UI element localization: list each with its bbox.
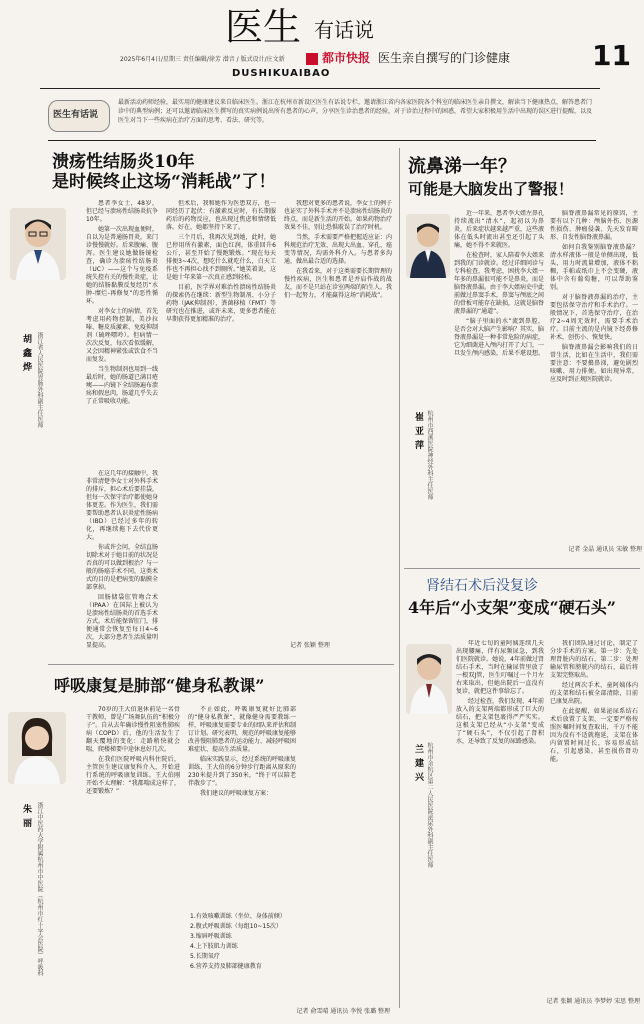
article2-col1 [454, 210, 544, 540]
article4-top-rule [48, 664, 394, 665]
doctor-title-zhu: 浙江中医药大学附属杭州市中医院（杭州市红十字会医院）呼吸科 [36, 802, 43, 976]
paper-logo [306, 51, 511, 67]
doctor-title-hu: 浙江省人民医院胃肠外科副主任医师 [36, 332, 43, 428]
article4-col1-p1: 70岁的王大伯退休前是一名骨干教师，曾是广场舞队伍的“积极分子”。自从去年确诊慢性阻塞性肺疾病（COPD）后，他的生活发生了翻天覆地的变化：走路稍快就会喘，爬楼梯要中途休息好几次。 [86, 706, 180, 753]
article2-col2-p4: 脑脊液鼻漏会影响我们的日常生活，比如在生活中，我们需要注意：不要擤鼻涕，避免剧烈咳嗽、用力排便。如出现异常，应及时到正规医院就诊。 [550, 344, 638, 383]
article1-col4-p2: 当然，手术需要严格把握适应证：内科规范治疗无效、出现大出血、穿孔、癌变等情况，均需外科介入。与患者多沟通，做出最合适的选择。 [284, 234, 392, 265]
article1-col3-p2: 三个月后，我再次见到她，此时，她已停用所有激素，面色红润，体重回升6公斤，甚至开始了慢跑锻炼。“现在每天排便3~4次，想吃什么就吃什么，白天工作也不再担心找不到厕所。”她笑着说，这是她十年来第一次真正感到轻松。 [166, 234, 276, 281]
article4-byline: 记者 俞雪晴 通讯员 李悦 张璐 整理 [296, 1008, 390, 1015]
intro-badge [48, 100, 110, 132]
article2-title-line2: 可能是大脑发出了警报！ [408, 180, 574, 198]
article1-col2-p1: 在这几年的接触中，我非常清楚李女士对外科手术的排斥，担心术后要挂袋，但每一次保守治疗都使她身体更差。作为医生，我们需要帮助患者认识炎症性肠病（IBD）已经过多年的转化，再继续拖下去代价更大。 [86, 470, 158, 541]
doctor-name-zhu: 朱 丽 [21, 804, 31, 829]
article1-col2-p3: 回肠储袋肛管吻合术（IPAA）在国际上被认为是溃疡性结肠炎的首选手术方式。术后能保留肛门，排便通常会恢复至每日4~6次，大部分患者生活质量明显提高。 [86, 594, 158, 649]
article1-col1-p2: 她第一次出现血便时，自以为是普通肠胃炎，来门诊慢慢就好。后来腹痛、腹泻。医生建议她做肠镜检查，确诊为溃疡性结肠炎（UC）——这个与免疫系统失控有关的慢性炎症，让她的结肠黏膜反复经历“水肿-糜烂-再修复”的恶性循环。 [86, 226, 158, 305]
intro-text: 最新活动药师经验，最实用的健康建议来自临床医生。浙江在杭州市新设区医生有话说专栏，邀请浙江省内各家医院各个科室的临床医生亲自撰文，解读当下健康热点，解答患者门诊中的典型病例；还可以邀请临床医生撰写的真实病例说出所有患者的心声，分享医生诊治患者的经验，对于诊治过程中的困惑，希望大家积极用生活中出现的误区进行提醒，以及医生对当下一些疾病在治疗方面的思考、看法、研究等。 [118, 99, 593, 124]
article3-col2-p1: 我们团队通过讨论，制定了分步手术的方案。第一步：先处理肾脏内的结石，第二步：处理输尿管和膀胱内的结石，最后将支架完整取出。 [550, 640, 638, 679]
article3-col1-p1: 年近七旬的童阿姨连续几天出现腰痛，伴有尿频尿急，到我们医院就诊。她说，4年前做过肾结石手术，当时在输尿管里放了一根双J管，医生叮嘱过一个月左右来取出，但她出院后一直没有复诊，就把这件事给忘了。 [456, 640, 544, 695]
article2-col2-p1: 脑脊液鼻漏常见的原因，主要有以下几种：颅脑外伤、医源性损伤、肿瘤侵袭、先天发育畸形、自发性脑脊液鼻漏。 [550, 210, 638, 241]
article2-col2-p2: 如何自我鉴别脑脊液鼻漏？清水样液体一般是单侧出现，低头、用力时流量增加，液体不粘稠，手帕或纸巾上不会变硬，液体中含有葡萄糖，可以帮助鉴别。 [550, 244, 638, 291]
article3-col1 [456, 640, 544, 1000]
doctor-portrait-lan [406, 644, 452, 714]
doctor-name-cui: 崔 亚 萍 [413, 412, 423, 451]
doctor-title-lan: 杭州市余杭区第二人民医院泌尿外科副主任医师 [426, 742, 433, 868]
article1-byline: 记者 张颖 整理 [290, 642, 330, 649]
doctor-name-hu: 胡 鑫 烨 [21, 334, 31, 373]
article-kidney-stone [400, 568, 644, 1024]
article1-col3-p3: 目前，医学界对难治性溃疡性结肠炎的探索仍在继续：新型生物制剂、小分子药物（JAK抑制剂）、粪菌移植（FMT）等研究也在推进，或许未来，更多患者能在早期获得更加精准的治疗。 [166, 284, 276, 323]
article3-col1-p2: 经过检查，我们发现，4年前放入的支架两端都形成了巨大的结石，把支架包裹得严严实实。这根支架已经从“小支架”变成了“硬石头”，不仅引起了肾积水，还导致了反复的尿路感染。 [456, 698, 544, 745]
article1-col1 [86, 200, 158, 468]
doctor-portrait-hu-image [10, 208, 66, 280]
article1-title-line1: 溃疡性结肠炎10年 [52, 152, 195, 172]
article2-col2-p3: 对于脑脊液鼻漏的治疗，主要包括保守治疗和手术治疗。一般情况下，首选保守治疗，在治疗2~4周无效时，需要手术治疗。目前主流的是内镜下经鼻修补术，创伤小、恢复快。 [550, 294, 638, 341]
article2-col1-p1: 近一年来，患者李大姐左鼻孔持续流出“清水”，起初以为鼻炎，后来症状越来越严重，这些液体在低头时流出甚至还引起了头痛，她不得不来就医。 [454, 210, 544, 249]
masthead-rule [40, 88, 600, 89]
doctor-name-lan: 兰 建 兴 [413, 744, 423, 783]
article3-byline: 记者 张颖 通讯员 李梦婷 宋思 整理 [546, 998, 640, 1005]
article1-col3-p1: 但术后，我和她作为医患双方，也一同经历了起伏：有激素反应时，有长期服药后的药物反应，也出现过焦虑和情绪低落。好在，她都坚持下来了。 [166, 200, 276, 231]
article2-col2 [550, 210, 638, 540]
intro-box [48, 98, 596, 136]
masthead-title-main: 医生 [225, 5, 302, 49]
page-number: 11 [592, 39, 631, 72]
article4-title: 呼吸康复是肺部“健身私教课” [54, 676, 265, 695]
article4-col2-p2: 临床实践显示，经过系统的呼吸康复训练，王大伯的6分钟步行距离从原来的230米提升到了350米，“终于可以陪老伴散步了”。 [188, 756, 296, 787]
paper-name: 都市快报 [322, 51, 371, 65]
doctor-portrait-zhu [8, 712, 66, 784]
article3-col2 [550, 640, 638, 990]
article2-col1-p3: “脑子里面的水”流到鼻腔，是否会对大脑产生影响？其实，脑脊液鼻漏是一种非常危险的病症，它为细菌进入颅内打开了大门，一旦发生颅内感染，后果不堪设想。 [454, 318, 544, 357]
article2-byline: 记者 金晶 通讯员 宋敏 整理 [568, 546, 642, 553]
paper-logo-icon [306, 53, 318, 65]
article3-title-line1: 肾结石术后没复诊 [426, 578, 538, 594]
article1-col1-p1: 患者李女士，48岁，但已经与溃疡性结肠炎抗争10年。 [86, 200, 158, 223]
list-item: 1.有效咳嗽训练（坐位、身体前倾） [190, 913, 286, 920]
article-csf-rhinorrhea [400, 142, 644, 562]
doctor-portrait-lan-image [406, 644, 452, 714]
masthead-title-sub: 有话说 [314, 18, 374, 42]
date-line: 2025年6月4日/星期三 责任编辑/徐芳 潜音 / 版式设计/庄文新 [120, 56, 285, 63]
masthead [0, 0, 644, 92]
doctor-title-cui: 杭州市西溪医院神经外科主任医师 [426, 410, 433, 500]
article4-col2 [188, 706, 296, 906]
article1-col1-p3: 对李女士的病情，首先考虑用药物控制，美沙拉嗪、糖皮质激素、免疫抑制剂（硫唑嘌呤）。但病情一次次反复，每次看似缓解，又会因精神紧张或饮食不当而复发。 [86, 308, 158, 363]
article1-col4-p1: 我想对更多的患者说，李女士的例子也证实了外科手术并不是溃疡性结肠炎的终点，而是新生活的开始。如果药物治疗效果不佳，别让恐惧耽误了治疗时机。 [284, 200, 392, 231]
doctor-portrait-cui-image [406, 214, 450, 278]
article-pulmonary-rehab [0, 664, 400, 1024]
list-item: 5.长期氧疗 [190, 953, 220, 960]
article1-col2-p2: 你或许会问，全结直肠切除术对于她目前的状况是否真的可以做到根治？与一般的肠癌手术不同，这类术式的目的是把病变的黏膜全部拿掉。 [86, 544, 158, 591]
list-item: 6.营养支持及肺部健康教育 [190, 963, 262, 970]
list-item: 4.上下肢肌力训练 [190, 943, 238, 950]
article1-col3 [166, 200, 276, 650]
doctor-portrait-cui [406, 214, 450, 278]
article2-title-line1: 流鼻涕一年？ [408, 156, 516, 177]
article4-col2-p1: 不止如此，呼吸康复就好比肺部的“健身私教课”，就像健身需要教练一样，呼吸康复需要专业的团队来评估和制订计划。研究表明，规范的呼吸康复能够改善慢阻肺患者的运动能力、减轻呼吸困难症状、提高生活质量。 [188, 706, 296, 753]
doctor-portrait-zhu-image [8, 712, 66, 784]
article4-col1-p2: 在我们医院呼吸内科住院后，主管医生建议康复科介入，开始进行系统的呼吸康复训练。王大伯刚开始不太理解：“我都喘成这样了，还要锻炼？” [86, 756, 180, 795]
list-item: 2.腹式呼吸训练（每组10~15次） [190, 923, 283, 930]
article2-col1-p2: 在检查时，家人陪着李大姐来到我的门诊就诊。经过详细问诊与专科检查，我考虑，困扰李大姐一年多的鼻漏很可能不是鼻炎，而是脑脊液鼻漏。由于李大姐病史中此前做过鼻窦手术，鼻窦与颅底之间的骨板可能存在缺损，这就是脑脊液鼻漏的“通道”。 [454, 252, 544, 315]
doctor-portrait-hu [10, 208, 66, 280]
article3-top-rule [404, 568, 640, 569]
article-ulcerative-colitis [0, 142, 400, 662]
article4-list [190, 912, 300, 972]
article4-col1 [86, 706, 180, 1014]
paper-slogan: 医生亲自撰写的门诊健康 [378, 51, 511, 65]
article1-col1-p4: 当生物制剂也用到一线最后时，她的肠道已满目疮痍——内镜下全结肠遍布溃疡和假息肉，肠道几乎失去了正常吸收功能。 [86, 366, 158, 405]
article3-title-line2: 4年后“小支架”变成“硬石头” [408, 598, 616, 617]
intro-rule [48, 140, 596, 141]
article4-col2-p3: 我们建议的呼吸康复方案： [200, 790, 273, 797]
article3-col2-p3: 在此提醒，如果泌尿系结石术后放置了支架，一定要严格按照医嘱时间复查取出，千万不能因为没有不适就拖延，支架在体内留置时间过长，容易形成结石，引起感染，甚至损伤肾功能。 [550, 708, 638, 763]
article3-col2-p2: 经过两次手术，童阿姨体内的支架和结石被全部清除，目前已康复出院。 [550, 682, 638, 705]
masthead-pinyin: DUSHIKUAIBAO [232, 68, 331, 79]
intro-badge-text: 医生有话说 [53, 110, 99, 120]
article1-title-line2: 是时候终止这场“消耗战”了！ [52, 172, 276, 192]
article1-col4-p3: 在我看来，对于这类需要长期管理的慢性疾病，医生和患者是并肩作战的战友，而不是只站在诊室两端的陌生人。我们一起努力，才能赢得这场“消耗战”。 [284, 268, 392, 299]
article1-col2 [86, 470, 158, 650]
list-item: 3.缩唇呼吸训练 [190, 933, 232, 940]
article1-col4 [284, 200, 392, 640]
